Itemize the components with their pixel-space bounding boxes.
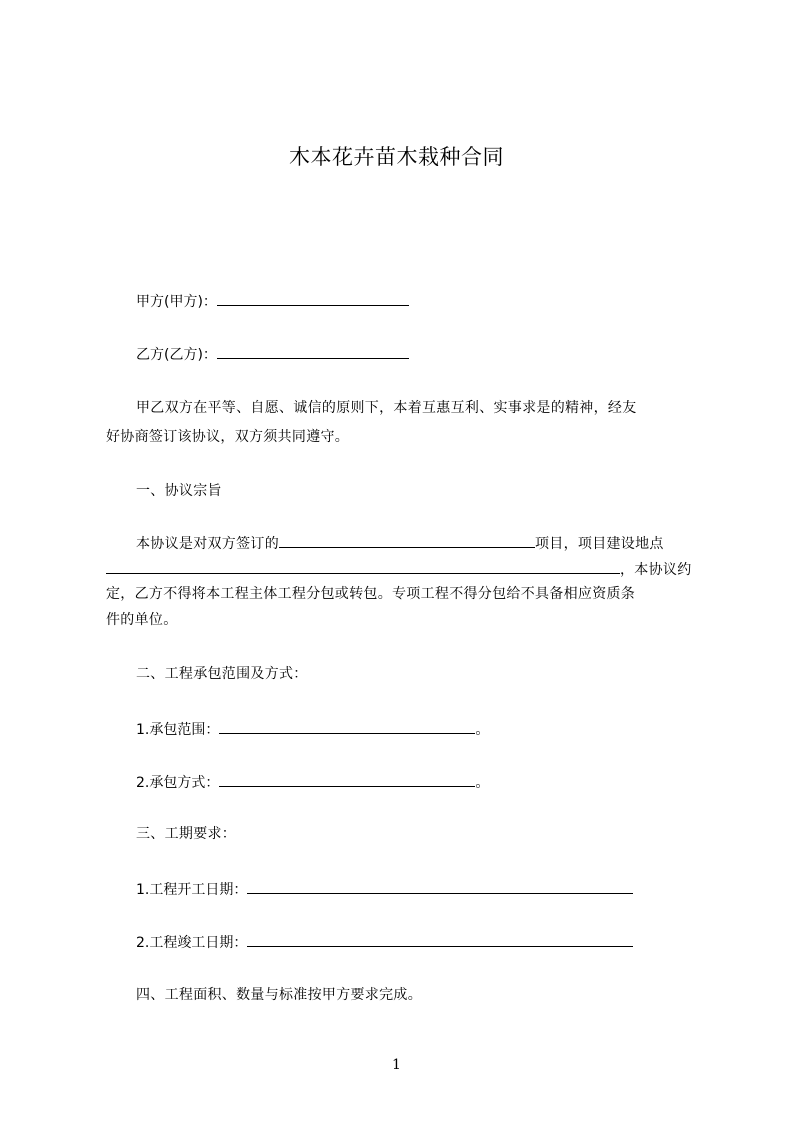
section-1-line-2 [106, 558, 692, 580]
section-1-text-b: 项目，项目建设地点 [535, 536, 664, 552]
preamble-line-2: 好协商签订该协议，双方须共同遵守。 [106, 429, 350, 445]
scope-blank [219, 718, 475, 734]
project-location-blank [106, 558, 620, 574]
party-a-label: 甲方(甲方)： [136, 294, 217, 310]
method-blank [219, 771, 475, 787]
section-1-heading: 一、协议宗旨 [136, 483, 222, 499]
party-b-blank [217, 343, 409, 359]
method-period: 。 [475, 775, 490, 791]
party-a-line [136, 290, 409, 312]
section-3-item-2 [136, 931, 633, 953]
section-4-heading: 四、工程面积、数量与标准按甲方要求完成。 [136, 987, 422, 1003]
scope-label: 1.承包范围： [136, 722, 220, 738]
project-name-blank [279, 532, 535, 548]
section-3-item-1 [136, 878, 633, 900]
party-b-line [136, 343, 409, 365]
section-1-line-4: 件的单位。 [106, 612, 178, 628]
completion-date-blank [247, 931, 633, 947]
start-date-label: 1.工程开工日期： [136, 882, 248, 898]
start-date-blank [247, 878, 633, 894]
section-3-heading: 三、工期要求： [136, 826, 237, 842]
section-2-item-2 [136, 771, 489, 793]
section-1-line-3: 定，乙方不得将本工程主体工程分包或转包。专项工程不得分包给不具备相应资质条 [106, 586, 636, 602]
party-b-label: 乙方(乙方)： [136, 347, 217, 363]
section-1-line-2-end: ，本协议约 [620, 562, 692, 578]
completion-date-label: 2.工程竣工日期： [136, 935, 248, 951]
section-2-heading: 二、工程承包范围及方式： [136, 666, 308, 682]
method-label: 2.承包方式： [136, 775, 220, 791]
preamble-line-1: 甲乙双方在平等、自愿、诚信的原则下，本着互惠互利、实事求是的精神，经友 [136, 400, 637, 416]
section-1-line-1 [136, 532, 664, 554]
document-title: 木本花卉苗木栽种合同 [289, 145, 504, 169]
section-1-text-a: 本协议是对双方签订的 [136, 536, 279, 552]
party-a-blank [217, 290, 409, 306]
scope-period: 。 [475, 722, 490, 738]
section-2-item-1 [136, 718, 489, 740]
page-number: 1 [392, 1057, 401, 1073]
